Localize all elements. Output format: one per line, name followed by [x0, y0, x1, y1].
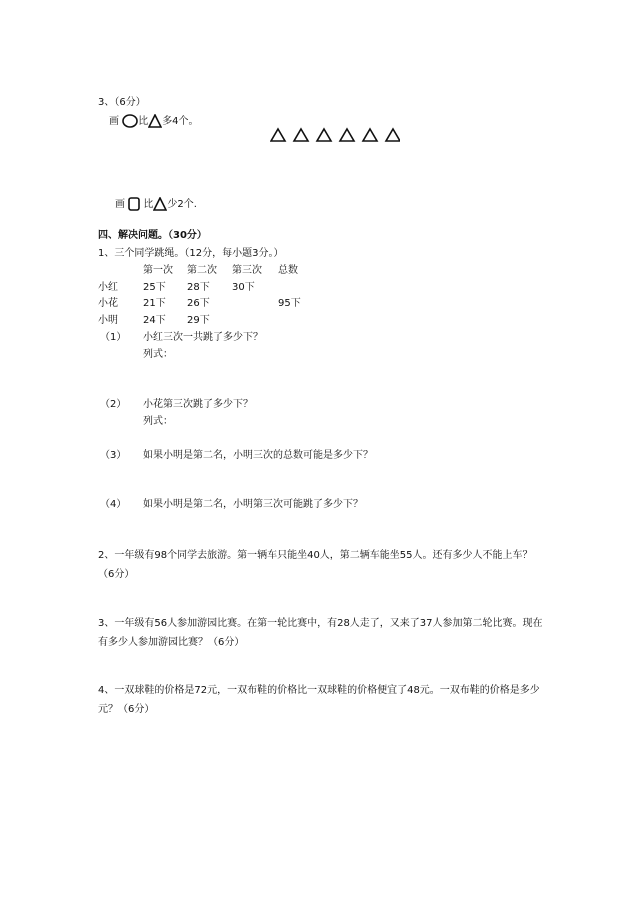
q3-line1-suffix: 多4个。 [162, 116, 199, 127]
q3-line1-mid: 比 [138, 116, 149, 127]
triangle-icon [363, 129, 377, 141]
sub-question-number: （3） [100, 450, 127, 461]
table-cell: 95下 [278, 298, 301, 309]
square-icon [128, 197, 140, 211]
sub-question-text: 小花第三次跳了多少下？ [143, 399, 253, 410]
table-row-name: 小花 [98, 298, 118, 309]
triangle-icon [386, 129, 400, 141]
table-header-3: 第三次 [232, 265, 262, 276]
table-row-name: 小红 [98, 282, 118, 293]
problem-4: 4、一双球鞋的价格是72元，一双布鞋的价格比一双球鞋的价格便宜了48元。一双布鞋的价格是多少元？（6分） [98, 685, 540, 715]
formula-label: 列式： [143, 349, 173, 360]
p1-header: 1、三个同学跳绳。（12分，每小题3分。） [98, 248, 284, 259]
q3-line2-suffix: 少2个. [167, 199, 197, 210]
q3-line1-prefix: 画 [109, 116, 119, 127]
triangle-icon [294, 129, 308, 141]
triangle-row-icons [270, 127, 400, 143]
triangle-icon [317, 129, 331, 141]
table-cell: 29下 [187, 315, 210, 326]
triangle-icon [340, 129, 354, 141]
problem-3: 3、一年级有56人参加游园比赛。在第一轮比赛中，有28人走了，又来了37人参加第二轮比赛。现在有多少人参加游园比赛？（6分） [98, 618, 543, 648]
triangle-icon [271, 129, 285, 141]
q3-line2-prefix: 画 [115, 199, 125, 210]
sub-question-text: 小红三次一共跳了多少下？ [143, 332, 263, 343]
q3-line1 [109, 114, 199, 128]
table-cell: 26下 [187, 298, 210, 309]
q3-header: 3、（6分） [98, 97, 146, 108]
formula-label: 列式： [143, 416, 173, 427]
triangle-icon [153, 197, 167, 211]
table-header-2: 第二次 [187, 265, 217, 276]
table-row-name: 小明 [98, 315, 118, 326]
table-cell: 24下 [143, 315, 166, 326]
table-header-4: 总数 [278, 265, 298, 276]
triangle-row [270, 127, 400, 147]
circle-icon [122, 114, 138, 128]
problem-2: 2、一年级有98个同学去旅游。第一辆车只能坐40人，第二辆车能坐55人。还有多少人不能上车？（6分） [98, 550, 533, 580]
q3-line2-mid: 比 [143, 199, 154, 210]
table-cell: 21下 [143, 298, 166, 309]
table-cell: 25下 [143, 282, 166, 293]
sub-question-number: （2） [100, 399, 127, 410]
table-cell: 30下 [232, 282, 255, 293]
sub-question-text: 如果小明是第二名，小明第三次可能跳了多少下？ [143, 499, 363, 510]
table-cell: 28下 [187, 282, 210, 293]
sub-question-number: （4） [100, 499, 127, 510]
sub-question-text: 如果小明是第二名，小明三次的总数可能是多少下？ [143, 450, 373, 461]
sub-question-number: （1） [100, 332, 127, 343]
table-header-1: 第一次 [143, 265, 173, 276]
section4-title: 四、解决问题。（30分） [98, 230, 207, 241]
triangle-icon [148, 114, 162, 128]
q3-line2 [115, 197, 197, 211]
